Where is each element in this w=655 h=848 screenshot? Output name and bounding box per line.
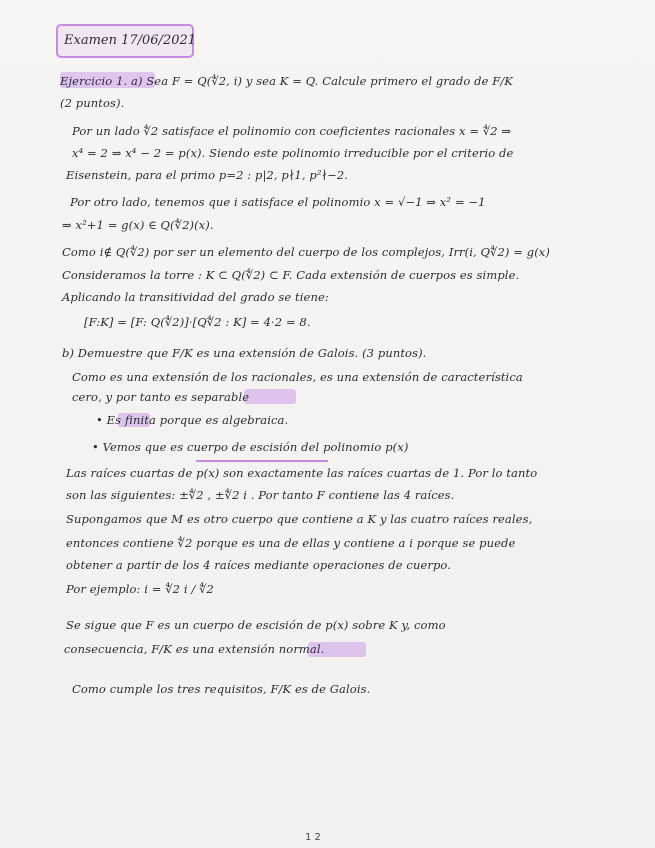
line-4: x⁴ = 2 ⇒ x⁴ − 2 = p(x). Siendo este polinomio irreducible por el criterio de [72,146,514,160]
line-16: • Vemos que es cuerpo de escisión del polinomio p(x) [92,440,409,454]
line-8: Como i∉ Q(∜2) por ser un elemento del cuerpo de los complejos, Irr(i, Q∜2) = g(x) [62,245,550,259]
line-25: Como cumple los tres requisitos, F/K es de Galois. [72,682,371,696]
page-number: 1 2 [305,832,321,843]
line-24: consecuencia, F/K es una extensión normal. [64,642,325,656]
line-13: Como es una extensión de los racionales, es una extensión de característica [72,370,523,384]
line-20: entonces contiene ∜2 porque es una de ellas y contiene a i porque se puede [66,536,516,550]
underline-cuerpo-escision [196,460,328,462]
line-6: Por otro lado, tenemos que i satisface el polinomio x = √−1 ⇒ x² = −1 [70,195,486,209]
line-22: Por ejemplo: i = ∜2 i / ∜2 [66,582,214,596]
line-7: ⇒ x²+1 = g(x) ∈ Q(∜2)(x). [62,218,214,232]
line-19: Supongamos que M es otro cuerpo que contiene a K y las cuatro raíces reales, [66,512,533,526]
line-1: Ejercicio 1. a) Sea F = Q(∜2, i) y sea K = Q. Calcule primero el grado de F/K [60,74,513,88]
line-5: Eisenstein, para el primo p=2 : p|2, p∤1, p²∤−2. [66,168,349,182]
line-9: Consideramos la torre : K ⊂ Q(∜2) ⊂ F. Cada extensión de cuerpos es simple. [62,268,520,282]
line-2: (2 puntos). [60,96,125,110]
line-17: Las raíces cuartas de p(x) son exactamente las raíces cuartas de 1. Por lo tanto [66,466,538,480]
line-15: • Es finita porque es algebraica. [96,413,289,427]
line-3: Por un lado ∜2 satisface el polinomio con coeficientes racionales x = ∜2 ⇒ [72,124,512,138]
line-18: son las siguientes: ±∜2 , ±∜2 i . Por tanto F contiene las 4 raíces. [66,488,455,502]
highlight-separable [244,389,296,404]
line-21: obtener a partir de los 4 raíces mediante operaciones de cuerpo. [66,558,452,572]
line-11: [F:K] = [F: Q(∜2)]·[Q∜2 : K] = 4·2 = 8. [84,315,311,329]
line-12: b) Demuestre que F/K es una extensión de Galois. (3 puntos). [62,346,427,360]
line-23: Se sigue que F es un cuerpo de escisión de p(x) sobre K y, como [66,618,446,632]
line-14: cero, y por tanto es separable [72,390,250,404]
line-10: Aplicando la transitividad del grado se tiene: [62,290,329,304]
exam-title: Examen 17/06/2021 [64,33,197,48]
